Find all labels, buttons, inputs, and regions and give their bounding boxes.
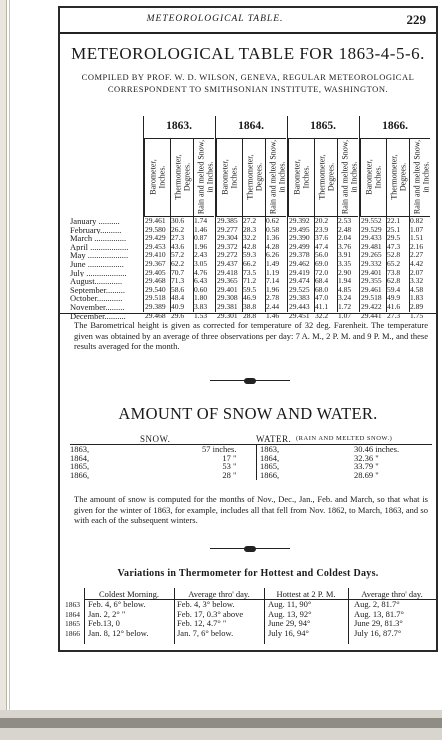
thermometer-cell: 46.9 [243, 293, 257, 303]
coldest-average-cell: Feb. 12, 4.7° " [177, 618, 227, 629]
thermometer-cell: 73.5 [243, 267, 257, 277]
barometer-cell: 29.372 [217, 241, 238, 251]
barometer-cell: 29.462 [289, 258, 310, 268]
rain-cell: 1.46 [266, 310, 280, 320]
water-value: 28.69 " [354, 470, 379, 481]
thermometer-cell: 41.1 [315, 301, 329, 311]
column-label: Thermometer, Degrees. [173, 154, 191, 200]
coldest-average-column [177, 600, 243, 638]
thermometer-cell: 37.6 [315, 233, 329, 243]
thermometer-cell: 69.0 [315, 258, 329, 268]
thermometer-cell: 47.0 [315, 293, 329, 303]
thermometer-cell: 71.3 [171, 276, 185, 286]
barometer-cell: 29.474 [289, 276, 310, 286]
thermometer-values [171, 217, 184, 320]
rain-cell: 2.48 [338, 224, 352, 234]
rain-cell: 1.75 [410, 310, 424, 320]
variation-year: 1863 [65, 600, 80, 609]
barometer-cell: 29.518 [361, 293, 382, 303]
thermometer-cell: 28.8 [243, 310, 257, 320]
page-bottom-edge [0, 710, 442, 740]
thermometer-cell: 62.8 [387, 276, 401, 286]
barometer-cell: 29.461 [145, 216, 166, 225]
month-label: August............. [70, 277, 123, 286]
snow-value: 57 inches. [202, 444, 237, 454]
thermometer-values [243, 217, 256, 320]
water-value: 32.36 " [354, 452, 379, 463]
barometer-cell: 29.389 [145, 301, 166, 311]
year-heading: 1865. [310, 120, 336, 132]
hottest-2pm-cell: June 29, 94° [268, 618, 311, 629]
rain-cell: 0.58 [266, 224, 280, 234]
barometer-cell: 29.383 [289, 293, 310, 303]
rain-cell: 0.62 [266, 216, 280, 225]
rain-cell: 1.72 [338, 301, 352, 311]
hottest-average-cell: Aug. 13, 81.7° [354, 608, 404, 619]
water-header: WATER. [256, 434, 292, 444]
thermometer-cell: 68.0 [315, 284, 329, 294]
year-heading: 1863. [166, 120, 192, 132]
column-label: Rain and melted Snow, in Inches. [268, 139, 286, 215]
thermometer-cell: 72.0 [315, 267, 329, 277]
barometer-values [217, 217, 238, 320]
barometer-cell: 29.378 [289, 250, 310, 260]
rain-cell: 1.07 [410, 224, 424, 234]
hottest-2pm-cell: Aug. 11, 90° [268, 599, 312, 609]
barometer-cell: 29.433 [361, 233, 382, 243]
barometer-cell: 29.468 [145, 276, 166, 286]
variations-title: Variations in Thermometer for Hottest and Coldest Days. [117, 568, 379, 579]
water-year: 1866, [260, 470, 280, 481]
thermometer-cell: 42.8 [243, 241, 257, 251]
rain-cell: 1.83 [410, 293, 424, 303]
coldest-average-cell: Feb. 17, 0.3° above [177, 608, 244, 619]
barometer-cell: 29.468 [145, 310, 166, 320]
thermometer-cell: 29.5 [387, 233, 401, 243]
column-label: Rain and melted Snow, in Inches. [412, 139, 430, 215]
ornament-divider-2 [210, 546, 290, 552]
column-header [265, 139, 289, 216]
header-rule [60, 32, 436, 34]
column-label: Rain and melted Snow, in Inches. [196, 139, 214, 215]
thermometer-cell: 23.9 [315, 224, 329, 234]
rain-cell: 2.44 [266, 301, 280, 311]
barometer-cell: 29.332 [361, 258, 382, 268]
thermometer-cell: 32.2 [315, 310, 329, 320]
thermometer-cell: 43.6 [171, 241, 185, 251]
column-header [337, 139, 361, 216]
rain-cell: 0.82 [410, 216, 424, 225]
thermometer-cell: 48.4 [171, 293, 185, 303]
ornament-divider [210, 378, 290, 384]
rain-cell: 2.07 [410, 267, 424, 277]
thermometer-cell: 66.2 [243, 258, 257, 268]
barometer-cell: 29.481 [361, 241, 382, 251]
header-hottest-2pm: Hottest at 2 P. M. [276, 589, 336, 599]
water-values [354, 445, 399, 480]
thermometer-cell: 25.1 [387, 224, 401, 234]
thermometer-cell: 65.2 [387, 258, 401, 268]
barometer-values [145, 217, 166, 320]
thermometer-cell: 28.3 [243, 224, 257, 234]
month-label: May ................... [70, 251, 129, 260]
column-header [314, 139, 338, 216]
barometer-cell: 29.301 [217, 310, 238, 320]
barometer-cell: 29.495 [289, 224, 310, 234]
rain-cell: 1.07 [338, 310, 352, 320]
rain-cell: 3.91 [338, 250, 352, 260]
variation-year: 1865 [65, 619, 80, 629]
barometer-cell: 29.525 [289, 284, 310, 294]
month-label: September......... [70, 285, 126, 295]
header-coldest-morning: Coldest Morning. [99, 589, 159, 599]
thermometer-cell: 47.4 [315, 241, 329, 251]
barometer-values [289, 217, 310, 320]
column-header [288, 139, 315, 216]
column-label: Barometer, Inches. [292, 159, 310, 195]
page-edge [0, 0, 7, 740]
barometer-cell: 29.441 [361, 310, 382, 320]
water-subheader: (RAIN AND MELTED SNOW.) [296, 435, 393, 442]
barometer-cell: 29.265 [361, 250, 382, 260]
rain-cell: 3.24 [338, 293, 352, 303]
month-label: December.......... [70, 311, 126, 321]
month-label: January .......... [70, 217, 120, 226]
snow-year: 1863, [70, 444, 90, 454]
rain-cell: 4.42 [410, 258, 424, 268]
rain-cell: 4.85 [338, 284, 352, 294]
thermometer-cell: 47.3 [387, 241, 401, 251]
thermometer-cell: 40.9 [171, 301, 185, 311]
hottest-average-cell: June 29, 81.3° [354, 618, 403, 629]
rain-cell: 3.83 [194, 301, 208, 311]
barometer-cell: 29.580 [145, 224, 166, 234]
barometer-cell: 29.385 [217, 216, 238, 225]
thermometer-cell: 49.9 [387, 293, 401, 303]
thermometer-cell: 22.1 [387, 216, 401, 225]
rain-cell: 2.53 [338, 216, 352, 225]
month-label: March ............... [70, 234, 127, 243]
snow-value: 53 " [222, 461, 237, 472]
page-frame [58, 6, 438, 652]
column-header [386, 139, 410, 216]
water-years [260, 445, 279, 480]
column-header [216, 139, 243, 216]
column-header [409, 139, 433, 216]
column-label: Thermometer, Degrees. [389, 154, 407, 200]
thermometer-values [387, 217, 400, 320]
rain-cell: 0.60 [194, 284, 208, 294]
header-hottest-average: Average thro' day. [361, 589, 423, 599]
barometer-cell: 29.443 [289, 301, 310, 311]
rain-cell: 4.76 [194, 267, 208, 277]
rain-cell: 2.78 [266, 293, 280, 303]
rain-cell: 2.90 [338, 267, 352, 277]
barometer-cell: 29.392 [289, 216, 310, 225]
barometer-cell: 29.552 [361, 216, 382, 225]
barometer-cell: 29.304 [217, 233, 238, 243]
water-year: 1864, [260, 452, 280, 463]
month-label: November......... [70, 302, 125, 312]
rain-cell: 3.35 [338, 258, 352, 268]
hottest-2pm-cell: Aug. 13, 92° [268, 608, 312, 619]
thermometer-cell: 26.2 [171, 224, 185, 234]
rain-values [194, 217, 207, 320]
month-label: July ................... [70, 268, 127, 278]
column-label: Thermometer, Degrees. [317, 154, 335, 200]
rain-cell: 1.53 [194, 310, 208, 320]
barometer-cell: 29.308 [217, 293, 238, 303]
rain-cell: 3.76 [338, 241, 352, 251]
snow-value: 17 " [222, 452, 237, 463]
barometer-cell: 29.453 [145, 241, 166, 251]
barometer-cell: 29.529 [361, 224, 382, 234]
snow-header: SNOW. [140, 434, 171, 444]
barometer-cell: 29.429 [145, 233, 166, 243]
rain-cell: 4.28 [266, 241, 280, 251]
thermometer-cell: 59.3 [243, 250, 257, 260]
barometer-cell: 29.401 [361, 267, 382, 277]
thermometer-cell: 27.3 [171, 233, 185, 243]
thermometer-cell: 73.8 [387, 267, 401, 277]
hottest-2pm-cell: July 16, 94° [268, 627, 309, 638]
thermometer-cell: 62.2 [171, 258, 185, 268]
rain-values [266, 217, 279, 320]
snow-value: 28 " [222, 470, 237, 481]
thermometer-cell: 58.6 [171, 284, 185, 294]
running-head: METEOROLOGICAL TABLE. [146, 14, 284, 24]
snow-year: 1864, [70, 452, 90, 463]
snow-values [202, 445, 236, 480]
coldest-morning-column [88, 600, 148, 638]
rain-cell: 1.49 [266, 258, 280, 268]
barometer-cell: 29.419 [289, 267, 310, 277]
page-subtitle: COMPILED BY PROF. W. D. WILSON, GENEVA, REGULAR METEOROLOGICAL CORRESPONDENT TO SMITHSONIAN INSTITUTE, WASHINGTON. [81, 72, 415, 94]
coldest-average-cell: Feb. 4, 3° below. [177, 599, 235, 609]
coldest-morning-cell: Jan. 2, 2° " [88, 608, 126, 619]
variation-year: 1866 [65, 628, 80, 638]
rain-cell: 2.89 [410, 301, 424, 311]
rain-cell: 2.16 [410, 241, 424, 251]
barometer-cell: 29.381 [217, 301, 238, 311]
variation-year: 1864 [65, 609, 80, 619]
barometer-cell: 29.410 [145, 250, 166, 260]
rain-cell: 7.14 [266, 276, 280, 286]
column-header [242, 139, 266, 216]
hottest-average-column [354, 600, 404, 638]
barometer-cell: 29.418 [217, 267, 238, 277]
thermometer-cell: 41.6 [387, 301, 401, 311]
page-number: 229 [406, 12, 426, 27]
snow-water-table [70, 434, 432, 480]
rain-values [338, 217, 351, 320]
rain-cell: 1.80 [194, 293, 208, 303]
barometer-cell: 29.437 [217, 258, 238, 268]
barometer-cell: 29.499 [289, 241, 310, 251]
rain-cell: 1.36 [266, 233, 280, 243]
month-label: June ................. [70, 259, 124, 269]
barometer-cell: 29.355 [361, 276, 382, 286]
rain-cell: 6.26 [266, 250, 280, 260]
snow-note: The amount of snow is computed for the months of Nov., Dec., Jan., Feb. and March, so that what is given for the winter of 1863, for example, includes all that fell from Nov. 1862, to March, 1863, and so with each of the subsequent winters. [74, 494, 428, 525]
rain-cell: 2.04 [338, 233, 352, 243]
rain-cell: 1.94 [338, 276, 352, 286]
thermometer-cell: 71.2 [243, 276, 257, 286]
snow-year: 1865, [70, 461, 90, 472]
rain-cell: 4.58 [410, 284, 424, 294]
barometer-cell: 29.451 [289, 310, 310, 320]
barometer-values [361, 217, 382, 320]
year-block [359, 116, 430, 320]
thermometer-cell: 38.8 [243, 301, 257, 311]
rain-cell: 1.96 [266, 284, 280, 294]
month-label: October............ [70, 294, 123, 303]
snow-section-title: AMOUNT OF SNOW AND WATER. [118, 404, 378, 423]
rain-cell: 1.51 [410, 233, 424, 243]
thermometer-cell: 70.7 [171, 267, 185, 277]
month-label: April .................. [70, 242, 129, 252]
header-coldest-average: Average thro' day. [188, 589, 250, 599]
hottest-average-cell: Aug. 2, 81.7° [354, 599, 400, 609]
thermometer-cell: 57.2 [171, 250, 185, 260]
water-value: 30.46 inches. [354, 444, 400, 454]
column-header [170, 139, 194, 216]
water-value: 33.79 " [354, 461, 379, 472]
column-header [193, 139, 217, 216]
barometer-cell: 29.405 [145, 267, 166, 277]
water-year: 1863, [260, 444, 280, 454]
thermometer-cell: 56.0 [315, 250, 329, 260]
column-label: Barometer, Inches. [220, 159, 238, 195]
coldest-morning-cell: Feb.13, 0 [88, 618, 120, 629]
variations-table [64, 588, 436, 644]
rain-cell: 1.19 [266, 267, 280, 277]
thermometer-cell: 32.2 [243, 233, 257, 243]
rain-cell: 2.27 [410, 250, 424, 260]
thermometer-cell: 27.2 [243, 216, 257, 225]
year-block [215, 116, 286, 320]
barometer-cell: 29.461 [361, 284, 382, 294]
barometer-cell: 29.390 [289, 233, 310, 243]
column-header [360, 139, 387, 216]
thermometer-cell: 52.8 [387, 250, 401, 260]
snow-year: 1866, [70, 470, 90, 481]
barometer-cell: 29.422 [361, 301, 382, 311]
barometer-cell: 29.518 [145, 293, 166, 303]
barometer-cell: 29.540 [145, 284, 166, 294]
thermometer-cell: 29.6 [171, 310, 185, 320]
rain-cell: 1.74 [194, 216, 208, 225]
rain-cell: 6.43 [194, 276, 208, 286]
thermometer-cell: 59.4 [387, 284, 401, 294]
barometer-note: The Barometrical height is given as corrected for temperature of 32 deg. Farenheit. The temperature given was obtained by an average of three observations per day: 7 A. M., 2 P. M. and 9 P. M., and these results averaged for the month. [74, 320, 428, 351]
barometer-cell: 29.272 [217, 250, 238, 260]
hottest-2pm-column [268, 600, 312, 638]
rain-cell: 2.43 [194, 250, 208, 260]
year-heading: 1866. [382, 120, 408, 132]
column-header [144, 139, 171, 216]
table-bottom-rule [60, 313, 436, 314]
thermometer-cell: 20.2 [315, 216, 329, 225]
barometer-cell: 29.365 [217, 276, 238, 286]
thermometer-cell: 59.5 [243, 284, 257, 294]
month-column [70, 217, 142, 320]
page-edge-line [9, 0, 10, 740]
rain-cell: 3.32 [410, 276, 424, 286]
year-heading: 1864. [238, 120, 264, 132]
rain-cell: 0.87 [194, 233, 208, 243]
month-label: February.......... [70, 225, 122, 235]
hottest-average-cell: July 16, 87.7° [354, 627, 402, 638]
coldest-morning-cell: Feb. 4, 6° below. [88, 599, 146, 609]
barometer-cell: 29.401 [217, 284, 238, 294]
thermometer-cell: 68.4 [315, 276, 329, 286]
thermometer-values [315, 217, 328, 320]
snow-years [70, 445, 89, 480]
barometer-cell: 29.367 [145, 258, 166, 268]
year-block [143, 116, 214, 320]
thermometer-cell: 30.6 [171, 216, 185, 225]
column-label: Rain and melted Snow, in Inches. [340, 139, 358, 215]
rain-cell: 1.46 [194, 224, 208, 234]
column-label: Barometer, Inches. [148, 159, 166, 195]
barometer-cell: 29.277 [217, 224, 238, 234]
variation-years [65, 600, 80, 638]
column-label: Barometer, Inches. [364, 159, 382, 195]
coldest-morning-cell: Jan. 8, 12° below. [88, 627, 149, 638]
rain-values [410, 217, 423, 320]
page-title: METEOROLOGICAL TABLE FOR 1863-4-5-6. [71, 44, 425, 63]
water-year: 1865, [260, 461, 280, 472]
year-block [287, 116, 358, 320]
coldest-average-cell: Jan. 7, 6° below. [177, 627, 234, 638]
rain-cell: 3.05 [194, 258, 208, 268]
meteorological-table [70, 116, 432, 321]
rain-cell: 1.96 [194, 241, 208, 251]
thermometer-cell: 27.3 [387, 310, 401, 320]
column-label: Thermometer, Degrees. [245, 154, 263, 200]
